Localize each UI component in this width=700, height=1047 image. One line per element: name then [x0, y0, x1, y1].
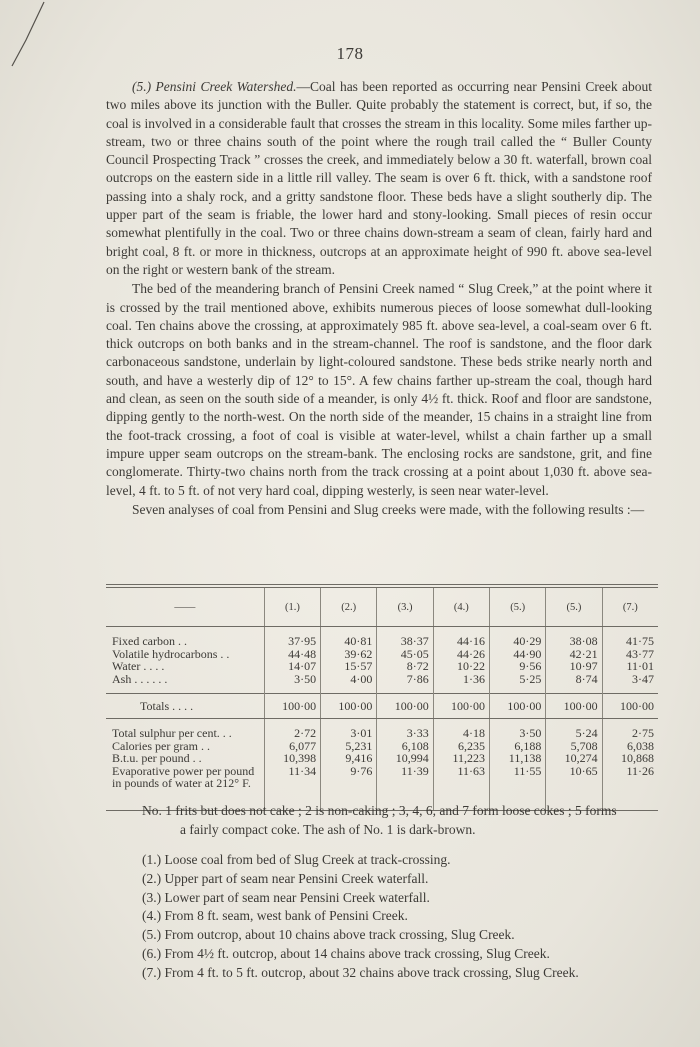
table-cell: 44·90 [490, 648, 546, 661]
column-header: (1.) [264, 588, 320, 627]
table-cell: 38·08 [546, 635, 602, 648]
table-cell: 11,138 [490, 752, 546, 765]
table-cell: 4·18 [433, 727, 489, 740]
table-cell: 5,708 [546, 740, 602, 753]
table-header-row [106, 588, 658, 627]
table-row [106, 673, 658, 686]
paragraph-analyses-intro: Seven analyses of coal from Pensini and Slug creeks were made, with the following results :— [132, 501, 645, 517]
column-header: (2.) [321, 588, 377, 627]
table-cell: 7·86 [377, 673, 433, 686]
page-number: 178 [336, 44, 364, 63]
table-cell: 100·00 [321, 694, 377, 719]
row-label: Ash . . . . . . [112, 671, 168, 686]
table-cell: 3·01 [321, 727, 377, 740]
table-row [106, 635, 658, 648]
table-cell: 8·74 [546, 673, 602, 686]
table-cell: 38·37 [377, 635, 433, 648]
table-cell: 10·65 [546, 765, 602, 790]
table-cell: 3·47 [602, 673, 658, 686]
table-cell: 6,077 [264, 740, 320, 753]
table-cell: 11·34 [264, 765, 320, 790]
row-label: Water . . . . [112, 659, 165, 673]
table-cell: 1·36 [433, 673, 489, 686]
list-item: (4.) From 8 ft. seam, west bank of Pensini Creek. [142, 908, 408, 924]
table-cell: 40·29 [490, 635, 546, 648]
table-cell: 10,868 [602, 752, 658, 765]
table-cell: 8·72 [377, 660, 433, 673]
table-cell: 42·21 [546, 648, 602, 661]
body-text [106, 78, 652, 519]
paragraph-text: —Coal has been reported as occurring near Pensini Creek about two miles above its junction with the Buller. Quite probably the statement is correct, but, if so, the coal is involved in a considerable fault that crosses the stream in this locality. Some miles farther up-stream, two or three chains south of the point where the rough trail called the “ Buller County Council Prospecting Track ” crosses the creek, and immediately below a 30 ft. waterfall, brown coal outcrops on the eastern side in a little rill valley. The seam is over 6 ft. thick, with a sandstone roof passing into a shaly rock, and a gritty sandstone floor. These beds have a slight southerly dip. The upper part of the seam is friable, the lower hard and stony-looking. Small pieces of resin occur somewhat plentifully in the coal. Two or three chains down-stream a seam of clean, fairly hard and bright coal, 8 ft. or more in thickness, outcrops at an approximate height of 990 ft. above sea-level on the right or western bank of the stream. [106, 79, 653, 277]
table-row [106, 765, 658, 790]
table-cell: 5·24 [546, 727, 602, 740]
paragraph-slug-creek: The bed of the meandering branch of Pensini Creek named “ Slug Creek,” at the point where it is crossed by the trail mentioned above, exhibits numerous pieces of loose somewhat dull-looking coal. Ten chains above the crossing, at approximately 985 ft. above sea-level, a coal-seam over 6 ft. thick outcrops on both banks and in the stream-channel. The roof is sandstone, and the floor dark carbonaceous sandstone, underlain by light-coloured sandstone. These beds strike nearly north and south, and have a westerly dip of 12° to 15°. A few chains farther up-stream the coal, though hard and clean, as seen on the south side of a meander, is only 4½ ft. thick. Roof and floor are sandstone, dipping gently to the north-west. On the north side of the meander, 15 chains in a straight line from the foot-track crossing, a foot of coal is visible at water-level, whilst a chain farther up a small impure upper seam outcrops on the stream-bank. The enclosing rocks are sandstone, grit, and fine conglomerate. Thirty-two chains north from the track crossing at a point about 1,030 ft. above sea-level, 4 ft. to 5 ft. of not very hard coal, dipping westerly, is seen near water-level. [106, 281, 652, 498]
coal-analysis-table [106, 584, 658, 811]
table-notes [142, 802, 662, 983]
table-cell: 2·75 [602, 727, 658, 740]
table-cell: 3·50 [264, 673, 320, 686]
table-cell: 9,416 [321, 752, 377, 765]
table-cell: 100·00 [264, 694, 320, 719]
table-cell: 45·05 [377, 648, 433, 661]
table-cell: 11·01 [602, 660, 658, 673]
table-cell: 6,038 [602, 740, 658, 753]
table-cell: 44·26 [433, 648, 489, 661]
table-cell: 15·57 [321, 660, 377, 673]
list-item: (5.) From outcrop, about 10 chains above track crossing, Slug Creek. [142, 927, 515, 943]
note-coking-cont: a fairly compact coke. The ash of No. 1 is dark-brown. [180, 821, 476, 837]
table-cell: 11·55 [490, 765, 546, 790]
row-label: Evaporative power per pound in pounds of water at 212° F. [112, 763, 255, 790]
totals-row [106, 694, 658, 719]
column-header: (5.) [546, 588, 602, 627]
table-cell: 43·77 [602, 648, 658, 661]
table-cell: 11,223 [433, 752, 489, 765]
table-cell: 6,235 [433, 740, 489, 753]
row-label: Total sulphur per cent. . . [112, 726, 232, 740]
table-cell: 44·16 [433, 635, 489, 648]
table-cell: 11·39 [377, 765, 433, 790]
table-cell: 3·50 [490, 727, 546, 740]
row-label: Fixed carbon . . [112, 634, 187, 648]
table-cell: 100·00 [602, 694, 658, 719]
table-cell: 10,994 [377, 752, 433, 765]
table-cell: 41·75 [602, 635, 658, 648]
column-header: (4.) [433, 588, 489, 627]
column-header: (5.) [490, 588, 546, 627]
table-cell: 39·62 [321, 648, 377, 661]
table-cell: 5·25 [490, 673, 546, 686]
table-cell: 100·00 [433, 694, 489, 719]
note-coking: No. 1 frits but does not cake ; 2 is non-caking ; 3, 4, 6, and 7 form loose cokes ; 5 forms [142, 803, 617, 818]
list-item: (2.) Upper part of seam near Pensini Creek waterfall. [142, 870, 429, 886]
table-cell: 10,398 [264, 752, 320, 765]
table-cell: 40·81 [321, 635, 377, 648]
table-row [106, 660, 658, 673]
table-cell: 9·56 [490, 660, 546, 673]
table-cell: 10,274 [546, 752, 602, 765]
table-cell: 6,188 [490, 740, 546, 753]
section-heading: (5.) Pensini Creek Watershed. [132, 79, 297, 94]
table-cell: 100·00 [377, 694, 433, 719]
row-label: Calories per gram . . [112, 738, 210, 753]
list-item: (1.) Loose coal from bed of Slug Creek at track-crossing. [142, 852, 451, 867]
list-item: (6.) From 4½ ft. outcrop, about 14 chains above track crossing, Slug Creek. [142, 945, 550, 961]
list-item: (3.) Lower part of seam near Pensini Creek waterfall. [142, 889, 430, 905]
table-cell: 11·26 [602, 765, 658, 790]
sample-list [142, 851, 662, 983]
row-label: Totals . . . . [106, 694, 264, 719]
table-row [106, 727, 658, 740]
table-corner: —— [106, 588, 264, 627]
column-header: (7.) [602, 588, 658, 627]
column-header: (3.) [377, 588, 433, 627]
row-label: Volatile hydrocarbons . . [112, 646, 230, 661]
table-cell: 11·63 [433, 765, 489, 790]
table-cell: 3·33 [377, 727, 433, 740]
list-item: (7.) From 4 ft. to 5 ft. outcrop, about 32 chains above track crossing, Slug Creek. [142, 964, 579, 980]
table-cell: 44·48 [264, 648, 320, 661]
table-cell: 100·00 [546, 694, 602, 719]
table-row [106, 752, 658, 765]
table-cell: 5,231 [321, 740, 377, 753]
table-cell: 100·00 [490, 694, 546, 719]
table-cell: 37·95 [264, 635, 320, 648]
table-cell: 10·22 [433, 660, 489, 673]
table-cell: 6,108 [377, 740, 433, 753]
paragraph-pensini-watershed [106, 78, 652, 279]
table-cell: 4·00 [321, 673, 377, 686]
table-cell: 14·07 [264, 660, 320, 673]
row-label: B.t.u. per pound . . [112, 751, 202, 765]
table-cell: 9·76 [321, 765, 377, 790]
table-cell: 10·97 [546, 660, 602, 673]
table-cell: 2·72 [264, 727, 320, 740]
